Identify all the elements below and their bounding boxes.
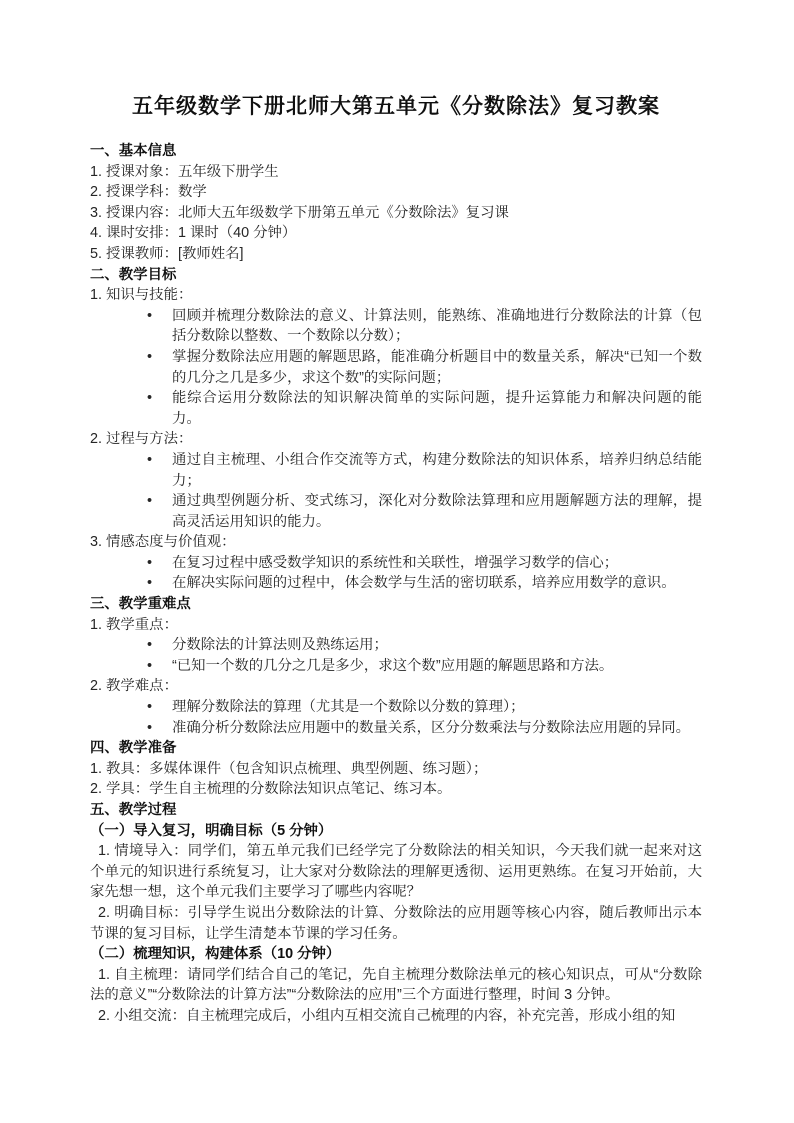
paragraph: 2. 小组交流：自主梳理完成后，小组内互相交流自己梳理的内容，补充完善，形成小组的知 (98, 1007, 676, 1024)
bullet-item (90, 553, 702, 574)
section-heading-key-points: 三、教学重难点 (90, 596, 191, 613)
list-item: 3. 情感态度与价值观： (90, 534, 236, 551)
list-item: 1. 知识与技能： (90, 287, 193, 304)
bullet-text: 能综合运用分数除法的知识解决简单的实际问题，提升运算能力和解决问题的能力。 (172, 390, 702, 427)
bullet-text: 通过典型例题分析、变式练习，深化对分数除法算理和应用题解题方法的理解，提高灵活运用知识的能力。 (172, 493, 702, 530)
section-heading-basic-info: 一、基本信息 (90, 143, 177, 159)
bullet-icon: • (147, 719, 153, 736)
bullet-text: 准确分析分数除法应用题中的数量关系，区分分数乘法与分数除法应用题的异同。 (172, 719, 691, 736)
bullet-text: 在复习过程中感受数学知识的系统性和关联性，增强学习数学的信心； (172, 554, 619, 571)
bullet-item (90, 450, 702, 491)
bullet-text: “已知一个数的几分之几是多少，求这个数”应用题的解题思路和方法。 (172, 657, 614, 674)
list-item: 5. 授课教师：[教师姓名] (90, 245, 244, 262)
bullet-text: 在解决实际问题的过程中，体会数学与生活的密切联系，培养应用数学的意识。 (172, 575, 676, 592)
section-heading-preparation: 四、教学准备 (90, 740, 177, 757)
list-item: 2. 过程与方法： (90, 431, 193, 448)
document-title: 五年级数学下册北师大第五单元《分数除法》复习教案 (132, 95, 660, 118)
bullet-item (90, 718, 702, 739)
bullet-item (90, 656, 702, 677)
bullet-icon: • (147, 657, 153, 674)
subsection-heading-2: （二）梳理知识，构建体系（10 分钟） (90, 946, 341, 963)
bullet-icon: • (147, 348, 153, 365)
bullet-icon: • (147, 699, 153, 716)
list-item: 2. 教学难点： (90, 678, 178, 695)
bullet-item (90, 306, 702, 347)
subsection-heading-1: （一）导入复习，明确目标（5 分钟） (90, 822, 333, 839)
list-item: 1. 教学重点： (90, 616, 178, 633)
bullet-icon: • (147, 493, 153, 510)
bullet-icon: • (147, 390, 153, 407)
bullet-item (90, 573, 702, 594)
bullet-icon: • (147, 575, 153, 592)
paragraph: 1. 自主梳理：请同学们结合自己的笔记，先自主梳理分数除法单元的核心知识点，可从“分数除法的意义”“分数除法的计算方法”“分数除法的应用”三个方面进行整理，时间 3 分钟。 (90, 966, 702, 1004)
bullet-text: 理解分数除法的算理（尤其是一个数除以分数的算理）； (172, 699, 525, 716)
list-item: 2. 授课学科：数学 (90, 184, 207, 201)
bullet-text: 掌握分数除法应用题的解题思路，能准确分析题目中的数量关系，解决“已知一个数的几分之几是多少，求这个数”的实际问题； (172, 348, 702, 386)
list-item: 2. 学具：学生自主梳理的分数除法知识点笔记、练习本。 (90, 781, 452, 798)
bullet-icon: • (147, 554, 153, 571)
bullet-text: 分数除法的计算法则及熟练运用； (172, 637, 388, 654)
bullet-icon: • (147, 307, 153, 324)
section-heading-process: 五、教学过程 (90, 802, 177, 818)
bullet-item (90, 697, 702, 718)
bullet-item (90, 388, 702, 429)
list-item: 1. 教具：多媒体课件（包含知识点梳理、典型例题、练习题）； (90, 760, 488, 777)
list-item: 1. 授课对象：五年级下册学生 (90, 163, 279, 180)
paragraph: 1. 情境导入：同学们，第五单元我们已经学完了分数除法的相关知识，今天我们就一起来对这个单元的知识进行系统复习，让大家对分数除法的理解更透彻、运用更熟练。在复习开始前，大家先想一想，这个单元我们主要学习了哪些内容呢？ (90, 843, 702, 901)
bullet-item (90, 491, 702, 532)
bullet-item (90, 635, 702, 656)
bullet-item (90, 347, 702, 388)
bullet-icon: • (147, 637, 153, 654)
list-item: 3. 授课内容：北师大五年级数学下册第五单元《分数除法》复习课 (90, 204, 509, 221)
bullet-text: 回顾并梳理分数除法的意义、计算法则，能熟练、准确地进行分数除法的计算（包括分数除以整数、一个数除以分数）； (172, 307, 702, 345)
bullet-text: 通过自主梳理、小组合作交流等方式，构建分数除法的知识体系，培养归纳总结能力； (172, 451, 702, 489)
bullet-icon: • (147, 451, 153, 468)
section-heading-objectives: 二、教学目标 (90, 266, 177, 283)
paragraph: 2. 明确目标：引导学生说出分数除法的计算、分数除法的应用题等核心内容，随后教师出示本节课的复习目标，让学生清楚本节课的学习任务。 (90, 904, 702, 942)
list-item: 4. 课时安排：1 课时（40 分钟） (90, 225, 297, 242)
